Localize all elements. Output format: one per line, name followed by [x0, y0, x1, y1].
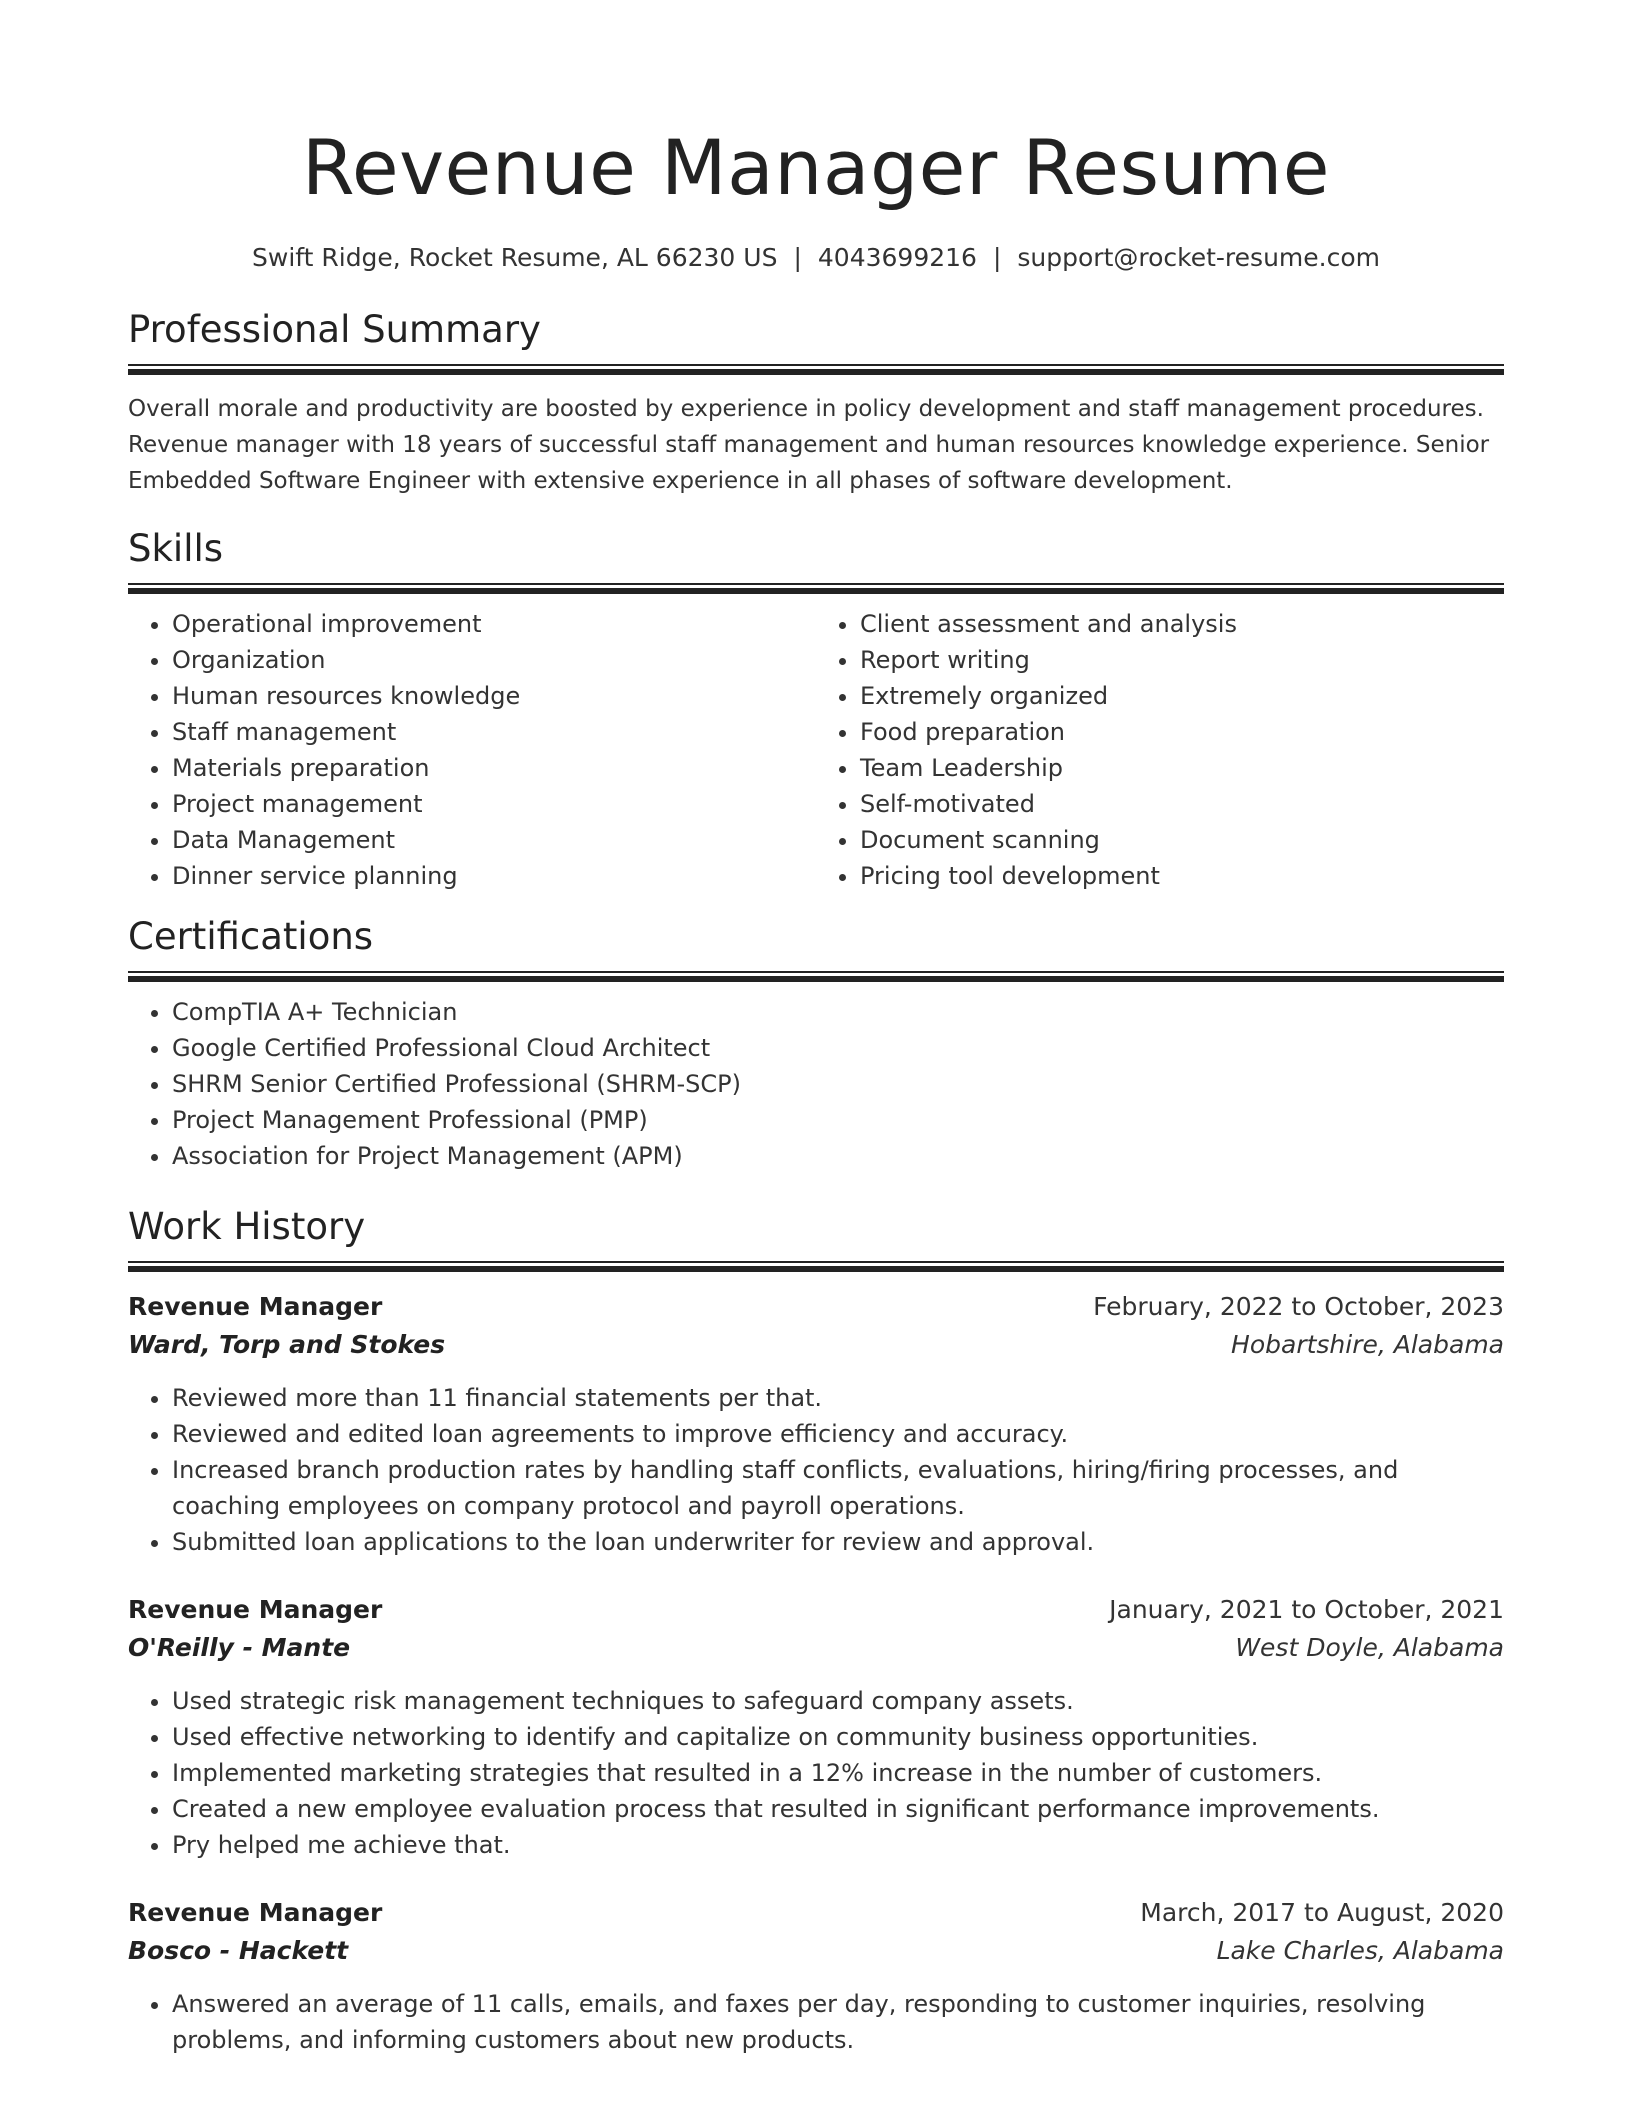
job-bullet: • Used strategic risk management techniques to safeguard company assets.	[172, 1683, 1504, 1719]
contact-separator: |	[992, 243, 1002, 272]
job-subheader	[128, 1932, 1504, 1970]
skills-section	[128, 526, 1504, 894]
job-bullet: • Increased branch production rates by handling staff conflicts, evaluations, hiring/firing processes, and coaching employees on company protocol and payroll operations.	[172, 1452, 1504, 1524]
skill-item: • Human resources knowledge	[172, 678, 816, 714]
job-entry	[128, 1288, 1504, 1560]
skills-columns	[128, 606, 1504, 894]
certification-item: • SHRM Senior Certified Professional (SHRM-SCP)	[172, 1066, 1504, 1102]
work-history-section	[128, 1204, 1504, 2058]
job-subheader	[128, 1629, 1504, 1667]
section-divider	[128, 583, 1504, 594]
skills-list-right	[816, 606, 1504, 894]
skill-item: • Extremely organized	[860, 678, 1504, 714]
certification-item: • CompTIA A+ Technician	[172, 994, 1504, 1030]
job-header	[128, 1894, 1504, 1932]
section-divider	[128, 364, 1504, 375]
job-dates: February, 2022 to October, 2023	[1093, 1292, 1504, 1321]
skill-item: • Materials preparation	[172, 750, 816, 786]
certification-item: • Project Management Professional (PMP)	[172, 1102, 1504, 1138]
skill-item: • Report writing	[860, 642, 1504, 678]
job-title: Revenue Manager	[128, 1292, 383, 1321]
job-bullets	[128, 1683, 1504, 1863]
summary-text: Overall morale and productivity are boosted by experience in policy development and staff management procedures. Revenue manager with 18 years of successful staff management and human resources knowledge experience. Senior Embedded Software Engineer with extensive experience in all phases of software development.	[128, 396, 1490, 494]
job-bullet: • Pry helped me achieve that.	[172, 1827, 1504, 1863]
job-bullet: • Used effective networking to identify and capitalize on community business opportunities.	[172, 1719, 1504, 1755]
resume-title: Revenue Manager Resume	[301, 123, 1331, 212]
contact-email[interactable]: support@rocket-resume.com	[1017, 243, 1380, 272]
skills-list-left	[128, 606, 816, 894]
contact-phone: 4043699216	[817, 243, 977, 272]
skill-item: • Food preparation	[860, 714, 1504, 750]
job-bullet: • Created a new employee evaluation process that resulted in significant performance improvements.	[172, 1791, 1504, 1827]
job-header	[128, 1288, 1504, 1326]
skill-item: • Pricing tool development	[860, 858, 1504, 894]
resume-page	[128, 0, 1504, 2058]
contact-separator: |	[793, 243, 802, 272]
job-subheader	[128, 1326, 1504, 1364]
work-history-heading: Work History	[128, 1205, 366, 1248]
section-divider	[128, 971, 1504, 982]
job-location: Lake Charles, Alabama	[1216, 1936, 1504, 1965]
job-bullets	[128, 1380, 1504, 1560]
job-bullet: • Reviewed more than 11 financial statements per that.	[172, 1380, 1504, 1416]
summary-heading: Professional Summary	[128, 308, 541, 351]
job-bullet: • Submitted loan applications to the loan underwriter for review and approval.	[172, 1524, 1504, 1560]
section-divider	[128, 1261, 1504, 1272]
contact-line	[128, 242, 1504, 274]
job-company: O'Reilly - Mante	[128, 1633, 351, 1662]
job-header	[128, 1591, 1504, 1629]
job-company: Bosco - Hackett	[128, 1936, 349, 1965]
skill-item: • Document scanning	[860, 822, 1504, 858]
skill-item: • Organization	[172, 642, 816, 678]
skill-item: • Staff management	[172, 714, 816, 750]
skill-item: • Self-motivated	[860, 786, 1504, 822]
job-bullets	[128, 1986, 1504, 2058]
skill-item: • Client assessment and analysis	[860, 606, 1504, 642]
job-entry	[128, 1591, 1504, 1863]
certifications-list	[128, 994, 1504, 1174]
contact-address: Swift Ridge, Rocket Resume, AL 66230 US	[252, 243, 778, 272]
skill-item: • Data Management	[172, 822, 816, 858]
job-bullet: • Answered an average of 11 calls, emails, and faxes per day, responding to customer inquiries, resolving problems, and informing customers about new products.	[172, 1986, 1504, 2058]
job-title: Revenue Manager	[128, 1595, 383, 1624]
certifications-heading: Certifications	[128, 915, 374, 958]
job-dates: March, 2017 to August, 2020	[1140, 1898, 1504, 1927]
certification-item: • Association for Project Management (APM)	[172, 1138, 1504, 1174]
certifications-section	[128, 914, 1504, 1174]
job-company: Ward, Torp and Stokes	[128, 1330, 446, 1359]
skill-item: • Dinner service planning	[172, 858, 816, 894]
certification-item: • Google Certified Professional Cloud Architect	[172, 1030, 1504, 1066]
job-title: Revenue Manager	[128, 1898, 383, 1927]
summary-section	[128, 307, 1504, 499]
job-dates: January, 2021 to October, 2021	[1109, 1595, 1504, 1624]
job-location: West Doyle, Alabama	[1235, 1633, 1504, 1662]
skill-item: • Operational improvement	[172, 606, 816, 642]
skill-item: • Project management	[172, 786, 816, 822]
job-bullet: • Implemented marketing strategies that resulted in a 12% increase in the number of customers.	[172, 1755, 1504, 1791]
skills-heading: Skills	[128, 527, 224, 570]
job-bullet: • Reviewed and edited loan agreements to improve efficiency and accuracy.	[172, 1416, 1504, 1452]
job-entry	[128, 1894, 1504, 2058]
skill-item: • Team Leadership	[860, 750, 1504, 786]
job-location: Hobartshire, Alabama	[1231, 1330, 1504, 1359]
